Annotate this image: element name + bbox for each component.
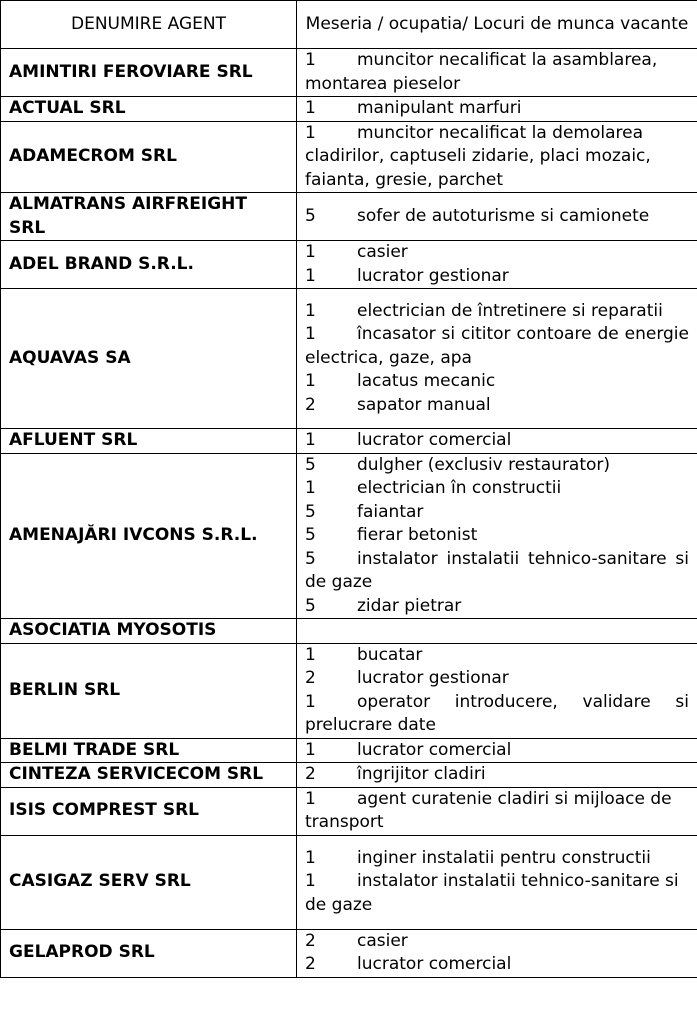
job-title: operator introducere, validare si prelucrare date xyxy=(305,691,689,735)
job-entry xyxy=(305,97,689,121)
job-title: bucatar xyxy=(357,644,423,665)
job-title: instalator instalatii tehnico-sanitare si de gaze xyxy=(305,548,689,592)
job-entry xyxy=(305,394,689,418)
job-quantity: 1 xyxy=(305,242,316,262)
job-entry xyxy=(305,691,689,738)
agent-name: BERLIN SRL xyxy=(1,643,297,738)
job-quantity: 5 xyxy=(305,595,316,616)
table-row xyxy=(1,193,697,241)
job-title: manipulant marfuri xyxy=(357,98,522,118)
job-title: instalator instalatii tehnico-sanitare si de gaze xyxy=(305,871,679,915)
job-entry xyxy=(305,122,689,193)
job-quantity: 5 xyxy=(305,501,316,522)
table-row xyxy=(1,241,697,289)
job-quantity: 1 xyxy=(305,122,316,143)
job-entry xyxy=(305,429,689,453)
table-row xyxy=(1,787,697,835)
job-entry xyxy=(305,205,689,229)
agent-name: CASIGAZ SERV SRL xyxy=(1,835,297,929)
job-quantity: 2 xyxy=(305,394,316,415)
job-entry xyxy=(305,595,689,619)
job-entry xyxy=(305,870,689,917)
job-quantity: 1 xyxy=(305,871,316,892)
job-title: agent curatenie cladiri si mijloace de transport xyxy=(305,788,672,832)
job-title: casier xyxy=(357,930,408,951)
job-entry xyxy=(305,788,689,835)
job-title: lucrator comercial xyxy=(357,739,512,760)
job-quantity: 1 xyxy=(305,691,316,712)
agent-name: ASOCIATIA MYOSOTIS xyxy=(1,619,297,644)
header-row xyxy=(1,1,697,49)
job-entry xyxy=(305,763,689,787)
agent-name: AMENAJĂRI IVCONS S.R.L. xyxy=(1,453,297,619)
job-entry xyxy=(305,524,689,548)
job-title: muncitor necalificat la demolarea cladirilor, captuseli zidarie, placi mozaic, faianta, gresie, parchet xyxy=(305,122,651,190)
job-title: faiantar xyxy=(357,501,424,522)
agent-name: AMINTIRI FEROVIARE SRL xyxy=(1,49,297,97)
job-quantity: 1 xyxy=(305,478,316,498)
job-entry xyxy=(305,930,689,954)
job-entry xyxy=(305,953,689,977)
table-row xyxy=(1,619,697,644)
table-row xyxy=(1,97,697,122)
job-quantity: 1 xyxy=(305,430,316,450)
agent-name: AFLUENT SRL xyxy=(1,429,297,454)
job-entry xyxy=(305,739,689,763)
agent-name: ALMATRANS AIRFREIGHT SRL xyxy=(1,193,297,241)
table-row xyxy=(1,835,697,929)
jobs-cell xyxy=(297,643,697,738)
table-row xyxy=(1,289,697,429)
job-entry xyxy=(305,548,689,595)
jobs-cell xyxy=(297,289,697,429)
job-quantity: 1 xyxy=(305,324,316,345)
job-quantity: 5 xyxy=(305,205,316,226)
table-body xyxy=(1,49,697,978)
job-title: inginer instalatii pentru constructii xyxy=(357,847,651,868)
jobs-cell xyxy=(297,738,697,763)
header-jobs: Meseria / ocupatia/ Locuri de munca vacante xyxy=(297,1,697,49)
jobs-cell xyxy=(297,787,697,835)
table-row xyxy=(1,429,697,454)
job-title: lucrator comercial xyxy=(357,954,512,974)
job-title: îngrijitor cladiri xyxy=(357,764,486,784)
job-title: lucrator comercial xyxy=(357,430,512,450)
job-quantity: 2 xyxy=(305,764,316,784)
agent-name: ACTUAL SRL xyxy=(1,97,297,122)
job-quantity: 5 xyxy=(305,548,316,569)
job-title: electrician în constructii xyxy=(357,478,562,498)
job-title: sofer de autoturisme si camionete xyxy=(357,205,650,226)
job-entry xyxy=(305,477,689,501)
agent-name: AQUAVAS SA xyxy=(1,289,297,429)
job-title: zidar pietrar xyxy=(357,595,462,616)
agent-name: GELAPROD SRL xyxy=(1,929,297,977)
agent-name: ISIS COMPREST SRL xyxy=(1,787,297,835)
job-title: casier xyxy=(357,242,408,262)
table-row xyxy=(1,763,697,788)
jobs-cell xyxy=(297,619,697,644)
job-quantity: 1 xyxy=(305,50,316,70)
job-quantity: 1 xyxy=(305,265,316,286)
job-quantity: 1 xyxy=(305,644,316,665)
header-agent: DENUMIRE AGENT xyxy=(1,1,297,49)
jobs-cell xyxy=(297,429,697,454)
job-quantity: 1 xyxy=(305,371,316,392)
table-row xyxy=(1,643,697,738)
job-entry xyxy=(305,49,689,96)
agent-name: BELMI TRADE SRL xyxy=(1,738,297,763)
job-title: lacatus mecanic xyxy=(357,371,496,392)
table-row xyxy=(1,121,697,193)
job-title: lucrator gestionar xyxy=(357,668,509,688)
jobs-cell xyxy=(297,49,697,97)
job-quantity: 5 xyxy=(305,454,316,475)
jobs-cell xyxy=(297,241,697,289)
job-entry xyxy=(305,454,689,478)
job-quantity: 2 xyxy=(305,954,316,974)
job-entry xyxy=(305,644,689,668)
jobs-cell xyxy=(297,929,697,977)
agent-name: CINTEZA SERVICECOM SRL xyxy=(1,763,297,788)
job-quantity: 1 xyxy=(305,788,316,809)
job-title: electrician de întretinere si reparatii xyxy=(357,300,663,321)
agent-name: ADEL BRAND S.R.L. xyxy=(1,241,297,289)
job-quantity: 5 xyxy=(305,525,316,545)
jobs-cell xyxy=(297,121,697,193)
job-title: fierar betonist xyxy=(357,525,478,545)
table-row xyxy=(1,49,697,97)
jobs-cell xyxy=(297,763,697,788)
job-entry xyxy=(305,323,689,370)
job-entry xyxy=(305,667,689,691)
job-entry xyxy=(305,241,689,265)
jobs-cell xyxy=(297,193,697,241)
jobs-cell xyxy=(297,835,697,929)
job-title: lucrator gestionar xyxy=(357,265,509,286)
job-quantity: 2 xyxy=(305,930,316,951)
jobs-cell xyxy=(297,97,697,122)
table-row xyxy=(1,929,697,977)
job-title: încasator si cititor contoare de energie electrica, gaze, apa xyxy=(305,324,689,368)
table-row xyxy=(1,453,697,619)
agent-name: ADAMECROM SRL xyxy=(1,121,297,193)
job-quantity: 1 xyxy=(305,300,316,321)
job-entry xyxy=(305,501,689,525)
table-row xyxy=(1,738,697,763)
jobs-cell xyxy=(297,453,697,619)
job-quantity: 1 xyxy=(305,739,316,760)
job-entry xyxy=(305,300,689,324)
job-quantity: 2 xyxy=(305,668,316,688)
job-entry xyxy=(305,370,689,394)
job-title: sapator manual xyxy=(357,394,491,415)
job-title: muncitor necalificat la asamblarea, montarea pieselor xyxy=(305,50,658,94)
job-quantity: 1 xyxy=(305,98,316,118)
job-entry xyxy=(305,847,689,871)
job-quantity: 1 xyxy=(305,847,316,868)
job-entry xyxy=(305,265,689,289)
job-title: dulgher (exclusiv restaurator) xyxy=(357,454,611,475)
